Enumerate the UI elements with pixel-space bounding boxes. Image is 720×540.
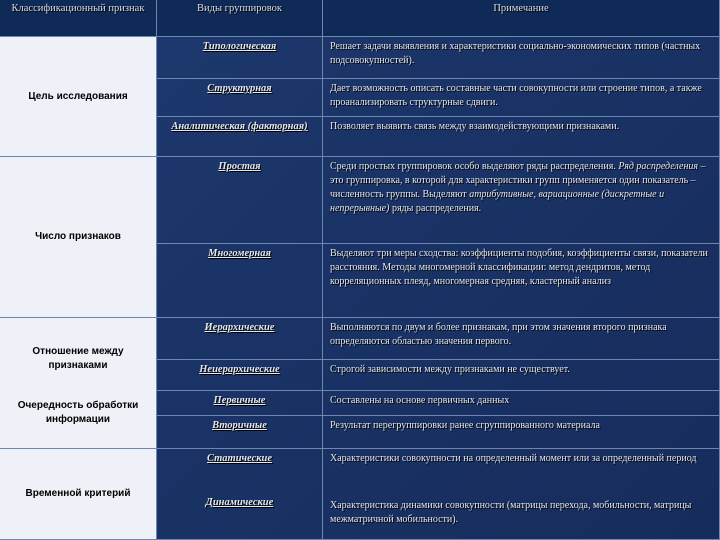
type-primary: Первичные — [157, 391, 323, 416]
note-simple-kinds: атрибутивные, вариационные (дискретные и непрерывные) — [330, 189, 665, 214]
type-multidimensional: Многомерная — [157, 244, 323, 318]
note-simple-part-3: – это группировка, в которой для характеристики групп применяется один показатель – численность группы. Выделяют — [330, 161, 706, 200]
header-types: Виды группировок — [157, 0, 323, 37]
note-time-group — [323, 449, 720, 540]
note-secondary: Результат перегруппировки ранее сгруппированного материала — [323, 416, 720, 449]
note-static: Характеристики совокупности на определенный момент или за определенный период — [330, 453, 697, 464]
note-simple-term: Ряд распределения — [618, 161, 699, 172]
note-simple-part-1: Среди простых группировок особо выделяют ряды распределения. — [330, 161, 616, 172]
type-secondary: Вторичные — [157, 416, 323, 449]
criterion-features-count: Число признаков — [0, 157, 157, 318]
criterion-order: Очередность обработки информации — [17, 400, 139, 425]
note-multidimensional: Выделяют три меры сходства: коэффициенты подобия, коэффициенты связи, показатели расстояния. Методы многомерной классификации: метод дендритов, метод корреляционных плеяд, многомерная средняя, кластерный анализ — [323, 244, 720, 318]
note-hierarchical: Выполняются по двум и более признакам, при этом значения второго признака определяются областью значения первого. — [323, 318, 720, 360]
type-time-group — [157, 449, 323, 540]
type-static: Статические — [206, 453, 273, 464]
note-simple — [323, 157, 720, 244]
note-primary: Составлены на основе первичных данных — [323, 391, 720, 416]
note-simple-part-5: ряды распределения. — [389, 203, 482, 214]
type-typological: Типологическая — [157, 37, 323, 79]
criterion-time: Временной критерий — [0, 449, 157, 540]
note-analytical: Позволяет выявить связь между взаимодействующими признаками. — [323, 117, 720, 157]
header-note: Примечание — [323, 0, 720, 37]
criterion-relation-order — [0, 318, 157, 449]
header-criterion: Классификационный признак — [0, 0, 157, 37]
type-hierarchical: Иерархические — [157, 318, 323, 360]
type-structural: Структурная — [157, 79, 323, 117]
criterion-goal: Цель исследования — [0, 37, 157, 157]
criterion-relation: Отношение между признаками — [32, 346, 124, 371]
note-non-hierarchical: Строгой зависимости между признаками не существует. — [323, 360, 720, 391]
type-non-hierarchical: Неиерархические — [157, 360, 323, 391]
type-simple: Простая — [157, 157, 323, 244]
type-dynamic: Динамические — [205, 497, 274, 508]
note-structural: Дает возможность описать составные части совокупности или строение типов, а также проанализировать структурные сдвиги. — [323, 79, 720, 117]
note-typological: Решает задачи выявления и характеристики социально-экономических типов (частных подсовокупностей). — [323, 37, 720, 79]
note-dynamic: Характеристика динамики совокупности (матрицы перехода, мобильности, матрицы межматричной мобильности). — [330, 500, 692, 525]
type-analytical: Аналитическая (факторная) — [157, 117, 323, 157]
